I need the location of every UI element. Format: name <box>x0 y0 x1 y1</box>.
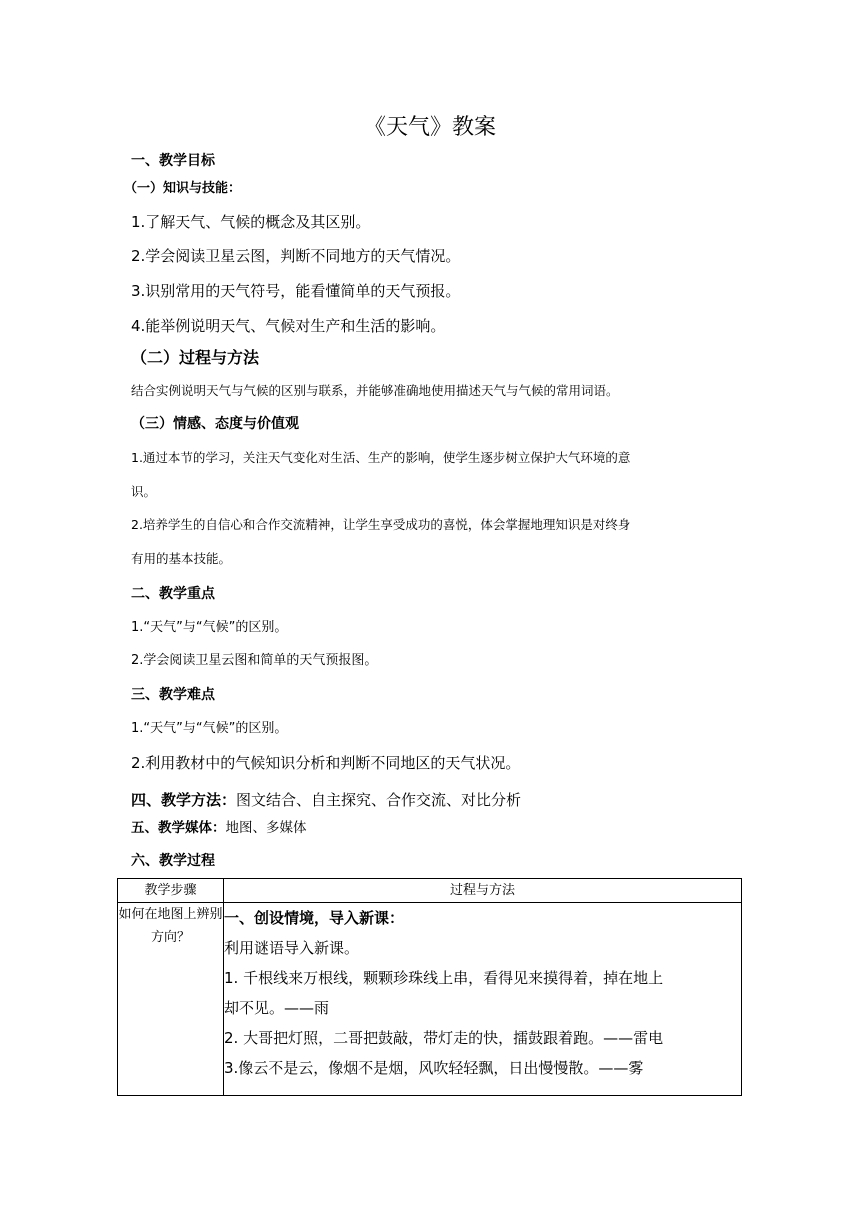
objective-item: 4.能举例说明天气、气候对生产和生活的影响。 <box>131 317 446 335</box>
section-media <box>131 818 307 838</box>
section-methods <box>131 789 521 811</box>
process-method-text: 结合实例说明天气与气候的区别与联系，并能够准确地使用描述天气与气候的常用词语。 <box>131 383 619 398</box>
values-paragraph-2: 2.培养学生的自信心和合作交流精神，让学生享受成功的喜悦，体会掌握地理知识是对终身 <box>131 517 631 532</box>
table-row <box>118 903 742 1096</box>
objective-item: 1.了解天气、气候的概念及其区别。 <box>131 213 371 231</box>
process-line: 2. 大哥把灯照，二哥把鼓敲，带灯走的快，擂鼓跟着跑。——雷电 <box>224 1029 664 1047</box>
key-point-item: 2.学会阅读卫星云图和简单的天气预报图。 <box>131 653 378 668</box>
key-point-item: 1.“天气”与“气候”的区别。 <box>131 620 288 635</box>
process-line: 1. 千根线来万根线，颗颗珍珠线上串，看得见来摸得着，掉在地上 <box>224 969 664 987</box>
process-line: 3.像云不是云，像烟不是烟，风吹轻轻飘，日出慢慢散。——雾 <box>224 1059 644 1077</box>
media-text: 地图、多媒体 <box>225 820 307 836</box>
header-process: 过程与方法 <box>224 879 742 903</box>
section-process-heading: 六、教学过程 <box>131 853 215 869</box>
table-header-row <box>118 879 742 903</box>
difficulty-item: 2.利用教材中的气候知识分析和判断不同地区的天气状况。 <box>131 754 521 772</box>
subsection-knowledge-heading: （一）知识与技能： <box>124 181 242 196</box>
media-label: 五、教学媒体： <box>131 820 226 836</box>
values-paragraph-2-cont: 有用的基本技能。 <box>131 551 232 566</box>
difficulty-item: 1.“天气”与“气候”的区别。 <box>131 721 288 736</box>
process-line: 却不见。——雨 <box>224 999 330 1017</box>
header-step: 教学步骤 <box>118 879 224 903</box>
objective-item: 3.识别常用的天气符号，能看懂简单的天气预报。 <box>131 282 461 300</box>
values-paragraph-1-cont: 识。 <box>131 484 157 499</box>
methods-text: 图文结合、自主探究、合作交流、对比分析 <box>236 791 522 809</box>
methods-label: 四、教学方法： <box>131 791 237 809</box>
document-title: 《天气》教案 <box>363 115 496 140</box>
section-key-points-heading: 二、教学重点 <box>131 586 215 602</box>
teaching-process-table <box>117 878 742 1096</box>
objective-item: 2.学会阅读卫星云图，判断不同地方的天气情况。 <box>131 247 461 265</box>
section-difficulties-heading: 三、教学难点 <box>131 687 215 703</box>
subsection-values-heading: （三）情感、态度与价值观 <box>131 416 299 432</box>
values-paragraph-1: 1.通过本节的学习，关注天气变化对生活、生产的影响，使学生逐步树立保护大气环境的意 <box>131 450 631 465</box>
process-cell <box>224 903 742 1096</box>
process-line: 利用谜语导入新课。 <box>224 939 360 957</box>
subsection-process-heading: （二）过程与方法 <box>131 348 260 367</box>
step-cell: 如何在地图上辨别方向？ <box>118 903 224 1096</box>
process-line: 一、创设情境，导入新课： <box>224 909 405 927</box>
section-objectives-heading: 一、教学目标 <box>131 153 215 169</box>
